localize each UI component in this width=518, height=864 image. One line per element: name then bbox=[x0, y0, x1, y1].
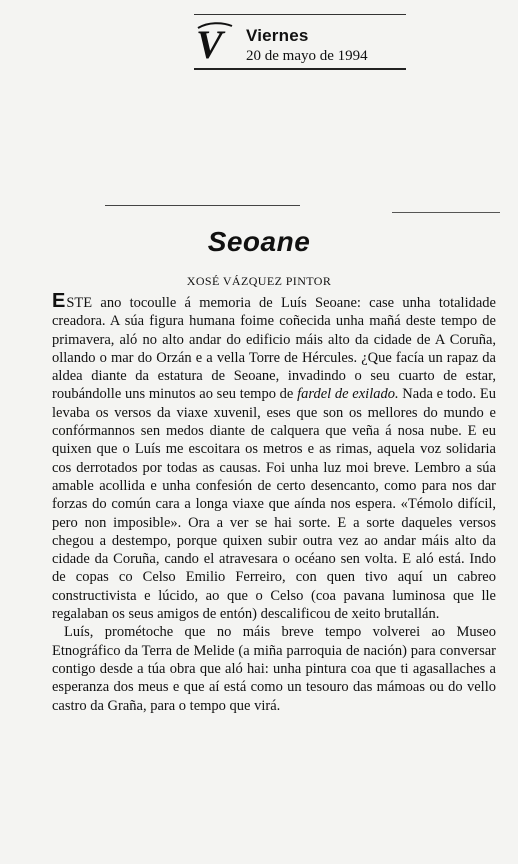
paragraph-1-text-b: Nada e todo. Eu levaba os versos da viaxe xuvenil, eses que son os mellores do mundo e confórmannos sen medos diante de calquera que veña á nosa nube. E eu quixen que o Luís me escoitara os metros e as rimas, aquela voz solidaria cos derrotados por todas as causas. Foi unha luz moi breve. Lembro a súa amable acollida e unha confesión de certo desencanto, como para nos dar forzas do común cara a longa viaxe que aínda nos espera. «Témolo difícil, pero non imposible». Ora a ver se hai sorte. E a sorte daqueles versos chegou a destempo, porque quixen subir outra vez ao andar máis alto da cidade da Coruña, cando el atravesara o océano sen volta. E aló está. Indo de copas co Celso Emilio Ferreiro, con quen tivo aquí un cabreo constructivista e lúcido, ao que o Celso (coa pavana luminosa que lle regalaban os seus amigos de entón) descalificou de xeito brutallán. bbox=[52, 386, 496, 623]
article-paragraph-1 bbox=[52, 292, 496, 623]
paragraph-1-italic: fardel de exilado. bbox=[297, 386, 399, 403]
article-body bbox=[52, 292, 496, 715]
paragraph-1-text-a: STE ano tocoulle á memoria de Luís Seoane: case unha totalidade creadora. A súa figura humana foime coñecida unha mañá deste tempo de primavera, aló no alto andar do edificio máis alto da cidade de A Coruña, ollando o mar do Orzán e a vella Torre de Hércules. ¿Que facía un rapaz da aldea diante da estatura de Seoane, invadindo o seu cuarto de estar, roubándolle uns minutos ao seu tempo de bbox=[52, 295, 496, 403]
newspaper-logo-icon bbox=[194, 20, 236, 66]
masthead-top-rule bbox=[194, 14, 406, 15]
article-paragraph-2: Luís, prométoche que no máis breve tempo volverei ao Museo Etnográfico da Terra de Melide (a miña parroquia de nación) para conversar contigo desde a túa obra que aló hai: unha pintura coa que ti agasallaches a esperanza dos meus e que aí está como un tesouro das mámoas ou do vello castro da Graña, para o tempo que virá. bbox=[52, 624, 496, 714]
article-title: Seoane bbox=[207, 226, 311, 257]
masthead-date: 20 de mayo de 1994 bbox=[246, 48, 368, 64]
article-byline: XOSÉ VÁZQUEZ PINTOR bbox=[186, 274, 332, 288]
separator-rule-left bbox=[105, 205, 300, 206]
masthead-bottom-rule bbox=[194, 68, 406, 70]
masthead bbox=[194, 14, 406, 74]
masthead-day: Viernes bbox=[246, 26, 309, 45]
logo-letter: V bbox=[196, 22, 223, 66]
drop-cap: E bbox=[52, 290, 66, 312]
separator-rule-right bbox=[392, 212, 500, 213]
